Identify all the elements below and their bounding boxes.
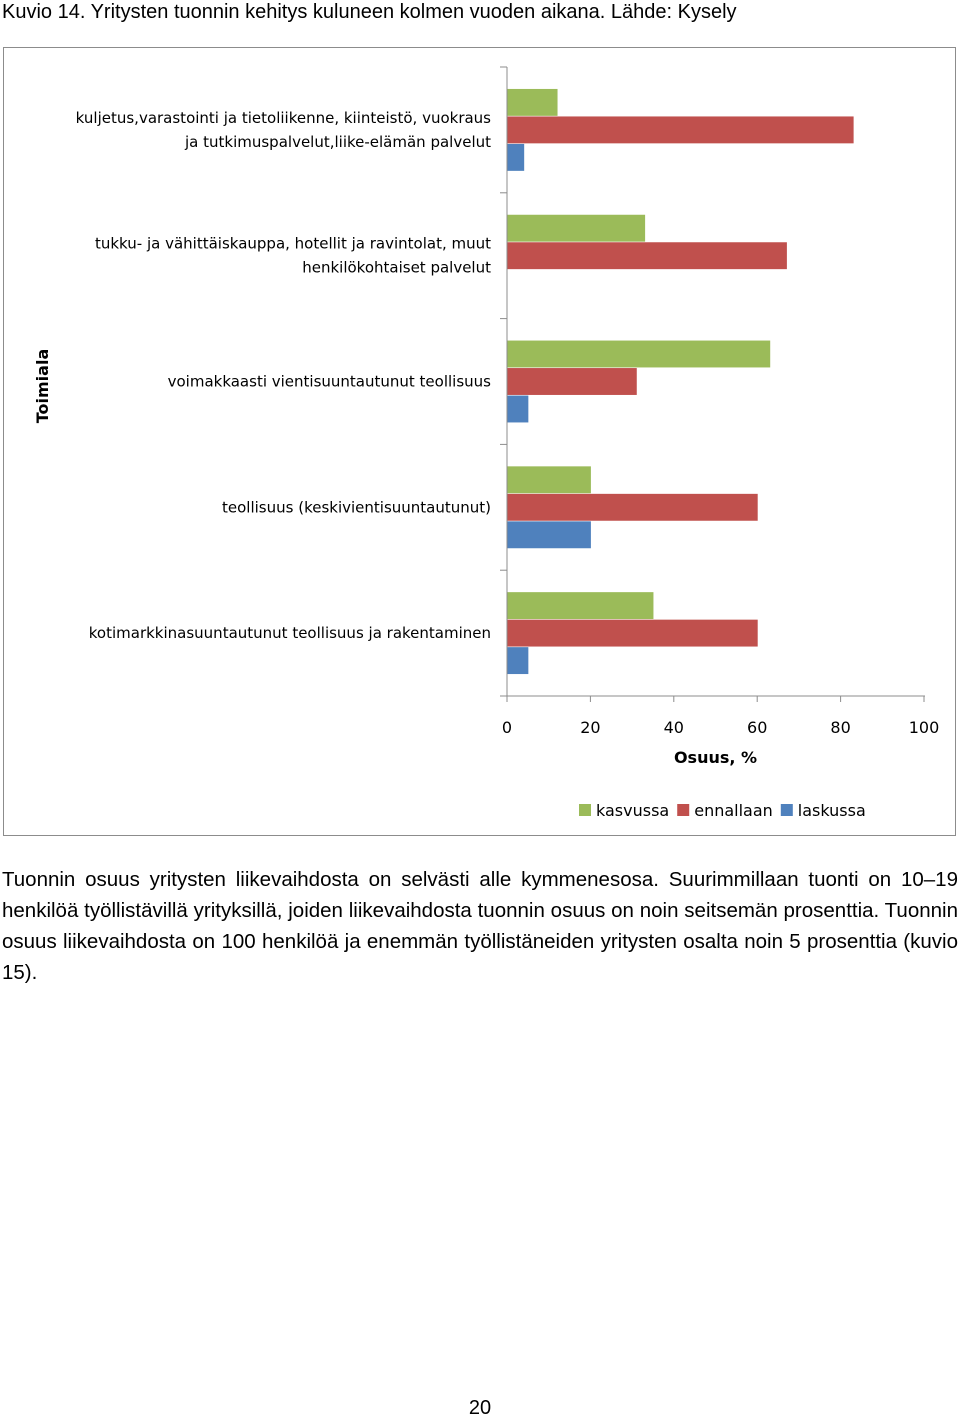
bar-laskussa-0 <box>508 144 525 171</box>
legend-swatch-laskussa <box>781 804 793 816</box>
legend-swatch-ennallaan <box>677 804 689 816</box>
bar-laskussa-2 <box>508 396 529 423</box>
category-label: ja tutkimuspalvelut,liike-elämän palvelut <box>185 132 491 151</box>
bar-kasvussa-4 <box>508 592 654 619</box>
category-label: kuljetus,varastointi ja tietoliikenne, kiinteistö, vuokraus <box>75 108 491 127</box>
x-tick-label: 80 <box>830 718 851 737</box>
body-paragraph: Tuonnin osuus yritysten liikevaihdosta on selvästi alle kymmenesosa. Suurimmillaan tuonti on 10–19 henkilöä työllistävillä yrityksillä, joiden liikevaihdosta tuonnin osuus on noin seitsemän prosenttia. Tuonnin osuus liikevaihdosta on 100 henkilöä ja enemmän työllistäneiden yritysten osalta noin 5 prosenttia (kuvio 15). <box>2 868 958 984</box>
bar-laskussa-4 <box>508 647 529 674</box>
bar-ennallaan-1 <box>508 242 787 269</box>
legend-label-kasvussa: kasvussa <box>596 801 670 820</box>
legend-swatch-kasvussa <box>579 804 591 816</box>
category-label: voimakkaasti vientisuuntautunut teollisuus <box>167 372 491 391</box>
figure-caption: Kuvio 14. Yritysten tuonnin kehitys kuluneen kolmen vuoden aikana. Lähde: Kysely <box>2 1 737 23</box>
category-label: teollisuus (keskivientisuuntautunut) <box>222 498 491 517</box>
bar-ennallaan-4 <box>508 620 758 647</box>
bar-ennallaan-3 <box>508 494 758 521</box>
category-label: henkilökohtaiset palvelut <box>302 258 491 277</box>
body-text <box>2 864 958 988</box>
x-tick-label: 0 <box>501 718 513 737</box>
category-label: tukku- ja vähittäiskauppa, hotellit ja ravintolat, muut <box>94 234 491 253</box>
bar-ennallaan-0 <box>508 116 854 143</box>
x-tick-label: 40 <box>663 718 684 737</box>
bar-laskussa-3 <box>508 521 591 548</box>
x-tick-label: 20 <box>580 718 601 737</box>
x-tick-label: 100 <box>908 718 940 737</box>
bar-chart <box>4 48 955 835</box>
x-axis-title: Osuus, % <box>673 748 758 767</box>
y-axis-title: Toimiala <box>33 348 52 424</box>
bar-kasvussa-1 <box>508 215 646 242</box>
bar-kasvussa-3 <box>508 466 591 493</box>
chart-frame <box>3 47 956 836</box>
category-label: kotimarkkinasuuntautunut teollisuus ja rakentaminen <box>88 624 491 643</box>
legend-label-laskussa: laskussa <box>797 801 866 820</box>
legend-label-ennallaan: ennallaan <box>694 801 773 820</box>
page-number: 20 <box>468 1397 492 1419</box>
bar-kasvussa-2 <box>508 341 771 368</box>
bar-ennallaan-2 <box>508 368 637 395</box>
bar-kasvussa-0 <box>508 89 558 116</box>
x-tick-label: 60 <box>747 718 768 737</box>
